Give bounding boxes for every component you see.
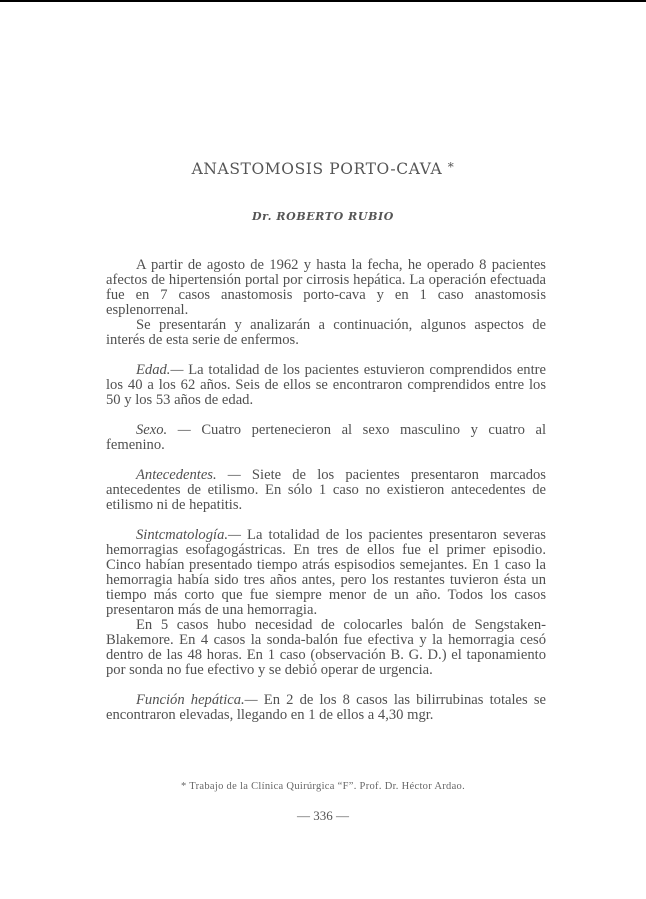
section-lead-sexo: Sexo. — [136, 422, 191, 438]
paragraph-intro-2 [106, 318, 546, 348]
footnote: * Trabajo de la Clínica Quirúrgica “F”. Prof. Dr. Héctor Ardao. [180, 781, 466, 792]
paragraph-text: En 5 casos hubo necesidad de colocarles balón de Sengstaken-Blakemore. En 4 casos la sonda-balón fue efectiva y la hemorragia cesó dentro de las 48 horas. En 1 caso (observación B. G. D.) el taponamiento por sonda no fue efectivo y se debió operar de urgencia. [106, 617, 546, 678]
page-number: — 336 — [297, 808, 349, 823]
article-body [106, 258, 546, 723]
section-lead-sintomatologia: Sintcmatología.— [136, 527, 241, 543]
paragraph-intro-1 [106, 258, 546, 318]
paragraph-text: Cuatro pertenecieron al sexo masculino y cuatro al femenino. [106, 422, 546, 453]
paragraph-text: La totalidad de los pacientes estuvieron comprendidos entre los 40 a los 62 años. Seis de ellos se encontraron comprendidos entre los 50 y los 53 años de edad. [106, 362, 546, 408]
title-footnote-mark: * [447, 160, 455, 174]
paragraph-sexo [106, 423, 546, 453]
paragraph-text: Siete de los pacientes presentaron marcados antecedentes de etilismo. En sólo 1 caso no existieron antecedentes de etilismo ni de hepatitis. [106, 467, 546, 513]
paragraph-text: A partir de agosto de 1962 y hasta la fecha, he operado 8 pacientes afectos de hipertensión portal por cirrosis hepática. La operación efectuada fue en 7 casos anastomosis porto-cava y en 1 caso anastomosis esplenorrenal. [106, 257, 546, 318]
paragraph-text: La totalidad de los pacientes presentaron severas hemorragias esofagogástricas. En tres de ellos fue el primer episodio. Cinco habían presentado tiempo atrás espisodios semejantes. En 1 caso la hemorragia había sido tres años antes, pero los restantes tuvieron ésta un tiempo más corto que fue siempre menor de un año. Todos los casos presentaron más de una hemorragia. [106, 527, 546, 618]
paragraph-sintomatologia [106, 528, 546, 618]
article-title [0, 160, 646, 178]
section-lead-funcion-hepatica: Función hepática.— [136, 692, 258, 708]
paragraph-text: En 2 de los 8 casos las bilirrubinas totales se encontraron elevadas, llegando en 1 de ellos a 4,30 mgr. [106, 692, 546, 723]
section-lead-antecedentes: Antecedentes. — [136, 467, 241, 483]
paragraph-sengstaken [106, 618, 546, 678]
paragraph-funcion-hepatica [106, 693, 546, 723]
paragraph-antecedentes [106, 468, 546, 513]
article-author: Dr. ROBERTO RUBIO [252, 210, 394, 223]
section-lead-edad: Edad.— [136, 362, 184, 378]
paragraph-edad [106, 363, 546, 408]
article-title-text: ANASTOMOSIS PORTO-CAVA [191, 160, 443, 178]
paragraph-text: Se presentarán y analizarán a continuación, algunos aspectos de interés de esta serie de enfermos. [106, 317, 546, 348]
